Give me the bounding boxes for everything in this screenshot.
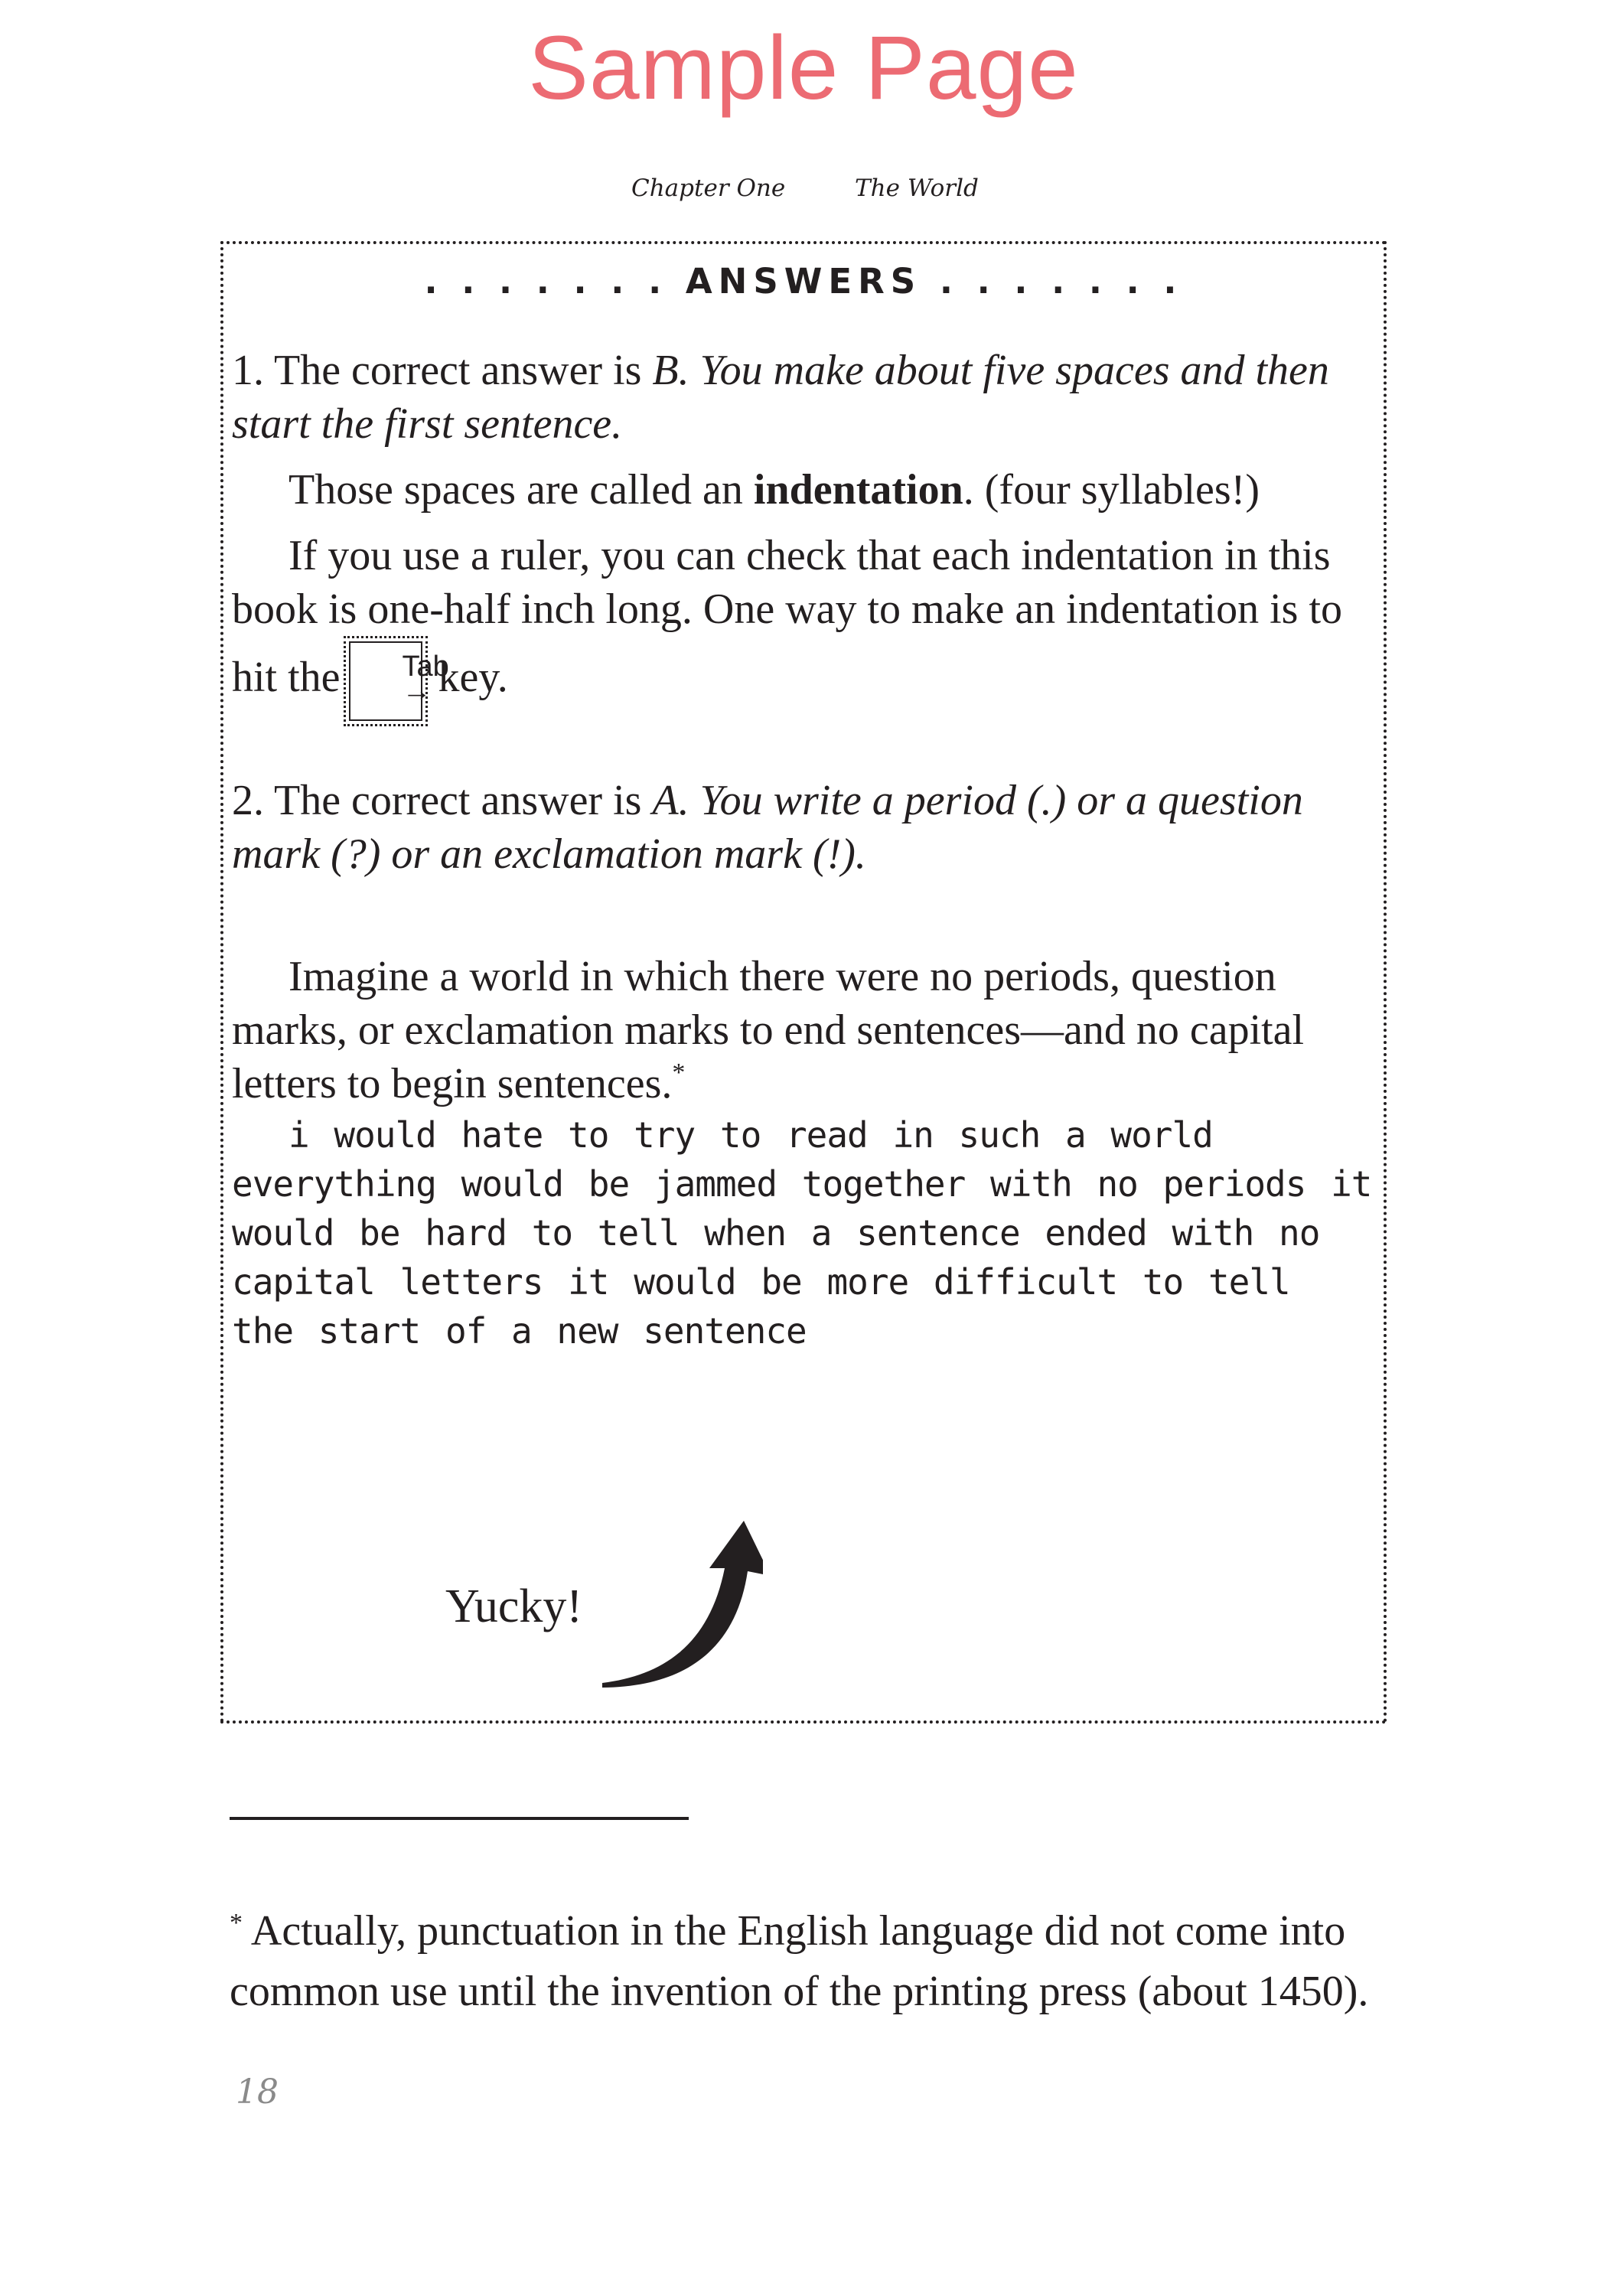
right-arrow-icon: → (402, 675, 432, 707)
yucky-callout: Yucky! (445, 1580, 583, 1632)
answers-box (220, 241, 1387, 1724)
indentation-term: indentation (753, 466, 963, 514)
footnote-reference: * (672, 1058, 686, 1087)
tab-key-label: Tab (402, 651, 449, 683)
answers-content (232, 344, 1372, 1355)
indentation-paragraph (232, 463, 1372, 517)
section-label: The World (855, 174, 979, 202)
sample-page-watermark: Sample Page (528, 18, 1079, 119)
answer-1-explanation: You make about five spaces and then start the first sentence. (232, 347, 1329, 448)
answer-1-choice: B. (652, 347, 689, 394)
unpunctuated-example: i would hate to try to read in such a world everything would be jammed together with no periods it would be hard to tell when a sentence ended with no capital letters it would be more difficult to tell the start of a new sentence (232, 1114, 1372, 1352)
indentation-post: . (four syllables!) (963, 466, 1260, 514)
imagine-paragraph (232, 950, 1372, 1110)
footnote-text: Actually, punctuation in the English language did not come into common use until the invention of the printing press (about 1450). (230, 1907, 1369, 2015)
answer-1 (232, 344, 1372, 451)
answer-1-lead: 1. The correct answer is (232, 347, 653, 394)
footnote-mark: * (230, 1909, 243, 1937)
page-number: 18 (236, 2073, 279, 2112)
answer-2-explanation: You write a period (.) or a question mark (?) or an exclamation mark (!). (232, 777, 1303, 878)
ruler-after: key. (438, 653, 508, 701)
footnote (230, 1901, 1423, 2022)
answers-heading: . . . . . . . ANSWERS . . . . . . . (424, 261, 1183, 302)
imagine-text: Imagine a world in which there were no periods, question marks, or exclamation marks to end sentences—and no capital letters to begin sentences. (232, 953, 1305, 1107)
chapter-label: Chapter One (631, 174, 786, 202)
answer-2-lead: 2. The correct answer is (232, 777, 653, 824)
curved-arrow-icon (595, 1515, 763, 1698)
indentation-pre: Those spaces are called an (288, 466, 754, 514)
ruler-text: If you use a ruler, you can check that each indentation in this book is one-half inch long. One way to make an indentation is to hit the (232, 532, 1343, 701)
answer-2 (232, 774, 1372, 881)
tab-key-icon (344, 636, 449, 726)
footnote-rule (230, 1817, 689, 1820)
answer-2-choice: A. (652, 777, 689, 824)
ruler-paragraph (232, 529, 1372, 726)
